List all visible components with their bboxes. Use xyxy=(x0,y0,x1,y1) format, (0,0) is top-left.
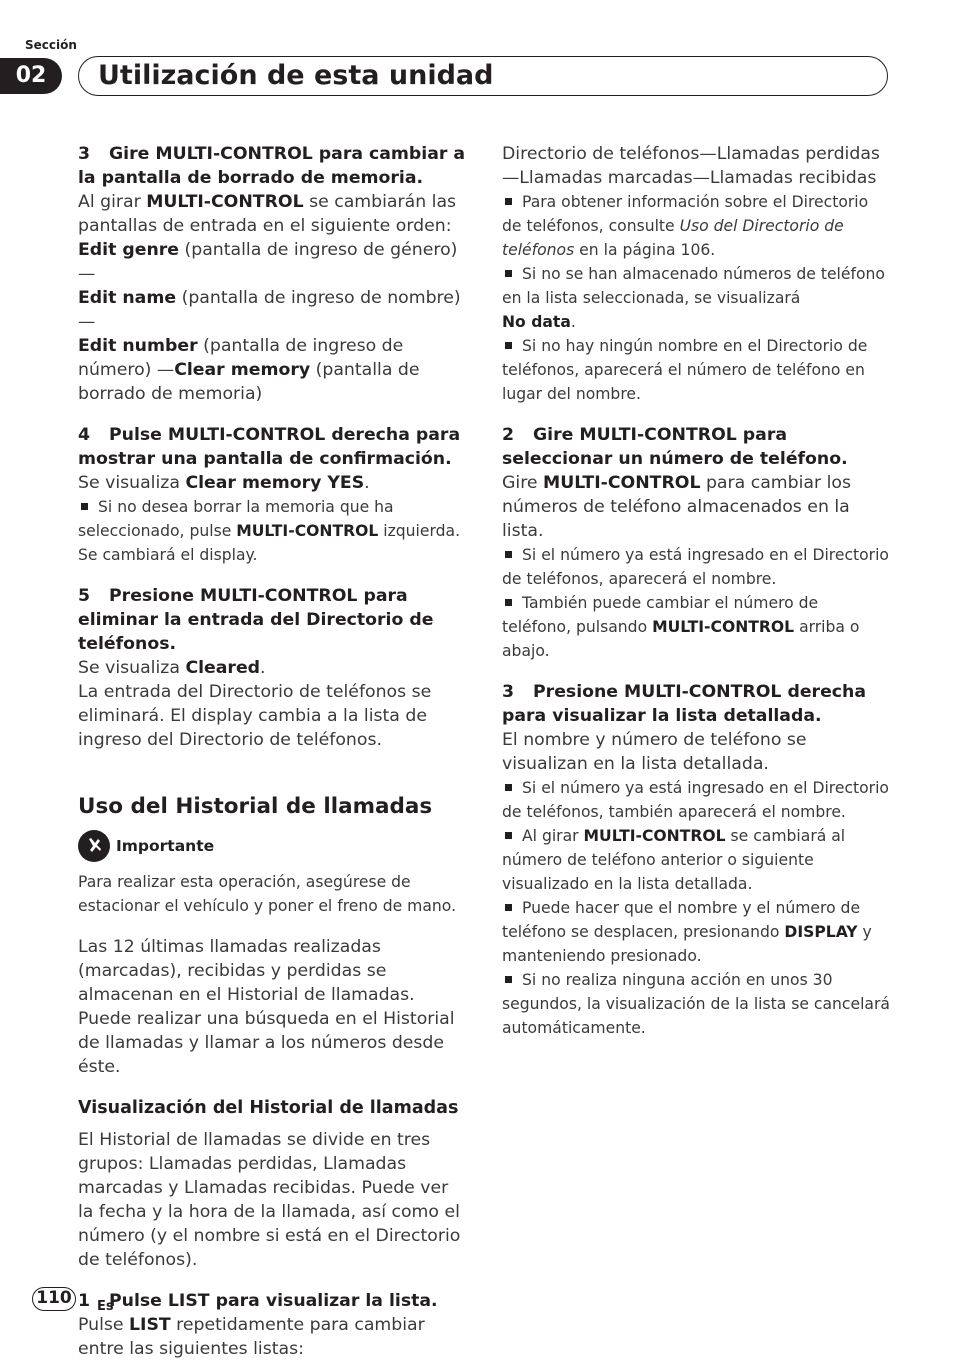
bullet-icon xyxy=(505,599,512,606)
step-1-heading: 1 Pulse LIST para visualizar la lista. xyxy=(78,1291,438,1311)
section-heading: Uso del Historial de llamadas xyxy=(78,794,433,819)
step-4-note: Si no desea borrar la memoria que ha seleccionado, pulse MULTI-CONTROL izquierda. Se cambiará el display. xyxy=(78,498,461,564)
step-3r-note-3: Puede hacer que el nombre y el número de teléfono se desplacen, presionando DISPLAY y manteniendo presionado. xyxy=(502,899,872,965)
step-3r-heading: 3 Presione MULTI-CONTROL derecha para visualizar la lista detallada. xyxy=(502,682,866,726)
bullet-icon xyxy=(505,342,512,349)
step-5-text-2: La entrada del Directorio de teléfonos se eliminará. El display cambia a la lista de ingreso del Directorio de teléfonos. xyxy=(78,682,432,750)
step-3r-text: El nombre y número de teléfono se visualizan en la lista detallada. xyxy=(502,730,807,774)
step-2-note-2: También puede cambiar el número de teléfono, pulsando MULTI-CONTROL arriba o abajo. xyxy=(502,594,860,660)
list-order-text: Directorio de teléfonos—Llamadas perdidas—Llamadas marcadas—Llamadas recibidas xyxy=(502,144,880,188)
language-code: Es xyxy=(97,1299,114,1314)
page-title: Utilización de esta unidad xyxy=(98,60,494,91)
important-label: Importante xyxy=(78,830,466,862)
bullet-icon xyxy=(505,198,512,205)
step-4-heading: 4 Pulse MULTI-CONTROL derecha para mostrar una pantalla de confirmación. xyxy=(78,425,461,469)
bullet-icon xyxy=(505,551,512,558)
note-1: Para obtener información sobre el Directorio de teléfonos, consulte Uso del Directorio de teléfonos en la página 106. xyxy=(502,193,869,259)
step-5-heading: 5 Presione MULTI-CONTROL para eliminar la entrada del Directorio de teléfonos. xyxy=(78,586,434,654)
bullet-icon xyxy=(81,503,88,510)
important-icon xyxy=(78,830,110,862)
step-3r-note-2: Al girar MULTI-CONTROL se cambiará al número de teléfono anterior o siguiente visualizado en la lista detallada. xyxy=(502,827,846,893)
step-2-text: Gire MULTI-CONTROL para cambiar los números de teléfono almacenados en la lista. xyxy=(502,473,851,541)
step-4-text: Se visualiza Clear memory YES. xyxy=(78,473,370,493)
note-3: Si no hay ningún nombre en el Directorio de teléfonos, aparecerá el número de teléfono en lugar del nombre. xyxy=(502,337,868,403)
right-column xyxy=(502,142,890,1040)
step-2-heading: 2 Gire MULTI-CONTROL para seleccionar un número de teléfono. xyxy=(502,425,848,469)
step-3-text: Al girar MULTI-CONTROL se cambiarán las pantallas de entrada en el siguiente orden: xyxy=(78,192,457,236)
intro-text: Las 12 últimas llamadas realizadas (marcadas), recibidas y perdidas se almacenan en el Historial de llamadas. Puede realizar una búsqueda en el Historial de llamadas y llamar a los números desde éste. xyxy=(78,937,455,1077)
bullet-icon xyxy=(505,832,512,839)
subsection-text: El Historial de llamadas se divide en tres grupos: Llamadas perdidas, Llamadas marcadas y Llamadas recibidas. Puede ver la fecha y la hora de la llamada, así como el número (y el nombre si está en el Directorio de teléfonos). xyxy=(78,1130,461,1270)
bullet-icon xyxy=(505,976,512,983)
screen-order-text: Edit genre (pantalla de ingreso de género)— Edit name (pantalla de ingreso de nombre)— Edit number (pantalla de ingreso de número) —Clear memory (pantalla de borrado de memoria) xyxy=(78,240,461,404)
subsection-heading: Visualización del Historial de llamadas xyxy=(78,1098,459,1118)
step-3r-note-1: Si el número ya está ingresado en el Directorio de teléfonos, también aparecerá el nombre. xyxy=(502,779,889,821)
step-1-text: Pulse LIST repetidamente para cambiar entre las siguientes listas: xyxy=(78,1315,425,1359)
section-label: Sección xyxy=(25,38,77,52)
step-5-text: Se visualiza Cleared. xyxy=(78,658,266,678)
left-column xyxy=(78,142,466,1361)
bullet-icon xyxy=(505,904,512,911)
page-number: 110 xyxy=(32,1287,76,1311)
note-2: Si no se han almacenado números de teléfono en la lista seleccionada, se visualizará No data. xyxy=(502,265,885,331)
step-3r-note-4: Si no realiza ninguna acción en unos 30 segundos, la visualización de la lista se cancelará automáticamente. xyxy=(502,971,890,1037)
step-3-heading: 3 Gire MULTI-CONTROL para cambiar a la pantalla de borrado de memoria. xyxy=(78,144,466,188)
section-number-badge: 02 xyxy=(0,58,62,94)
bullet-icon xyxy=(505,270,512,277)
step-2-note-1: Si el número ya está ingresado en el Directorio de teléfonos, aparecerá el nombre. xyxy=(502,546,889,588)
important-text: Para realizar esta operación, asegúrese de estacionar el vehículo y poner el freno de mano. xyxy=(78,873,457,915)
bullet-icon xyxy=(505,784,512,791)
